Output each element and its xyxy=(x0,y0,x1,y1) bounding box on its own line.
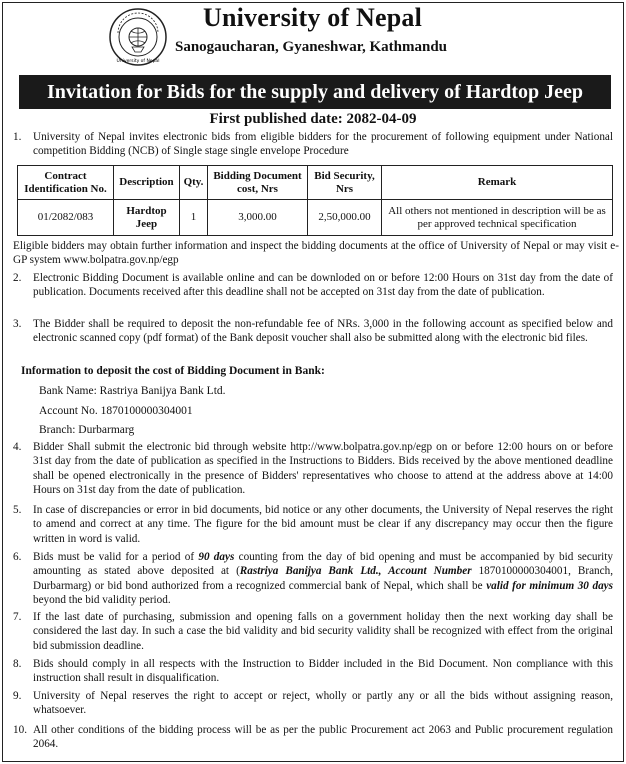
item-text: University of Nepal invites electronic bids from eligible bidders for the procurement of following equipment under National competition Bidding (NCB) of Single stage single envelope Procedure xyxy=(33,131,613,158)
item-number: 7. xyxy=(13,611,22,623)
item-text: The Bidder shall be required to deposit the non-refundable fee of NRs. 3,000 in the following account as specified below and electronic scanned copy (pdf format) of the Bank deposit voucher shall also be submitted along with the electronic bid files. xyxy=(33,318,613,345)
item-text: If the last date of purchasing, submission and opening falls on a government holiday then the next working day shall be considered the last day. In such a case the bid validity and bid security validity shall be recognized with effect from the original bid submission deadline. xyxy=(33,611,613,652)
item-text: All other conditions of the bidding process will be as per the public Procurement act 2063 and Public procurement regulation 2064. xyxy=(33,724,613,751)
list-item xyxy=(13,271,613,300)
seal-text: University of Nepal xyxy=(116,59,160,64)
bank-info-heading: Information to deposit the cost of Bidding Document in Bank: xyxy=(21,365,325,377)
university-seal-icon xyxy=(108,7,168,67)
item-number: 4. xyxy=(13,441,22,453)
item-number: 9. xyxy=(13,690,22,702)
text-run: counting from the day of bid opening and must be accompanied by bid security amounting as stated above deposited at ( xyxy=(33,551,613,578)
table-row xyxy=(18,200,613,236)
list-item xyxy=(13,503,613,546)
bid-table xyxy=(17,165,613,236)
item-text: Bids should comply in all respects with the Instruction to Bidder included in the Bid Document. Non compliance with this instruction shall result in disqualification. xyxy=(33,658,613,685)
item-number: 3. xyxy=(13,318,22,330)
column-header: Qty. xyxy=(180,166,208,200)
text-run-emphasis: valid for minimum 30 days xyxy=(486,579,613,592)
text-run-emphasis: Rastriya Banijya Bank Ltd., Account Number xyxy=(239,565,472,578)
table-cell: All others not mentioned in description will be as per approved technical specification xyxy=(382,200,613,236)
published-date: First published date: 2082-04-09 xyxy=(209,111,417,127)
item-text: In case of discrepancies or error in bid documents, bid notice or any other documents, the University of Nepal reserves the right to amend and correct at any time. The figure for the bid amount must be clear if any discrepancy may occur then the figure written in word is valid. xyxy=(33,504,613,545)
table-cell: 1 xyxy=(180,200,208,236)
text-run-emphasis: 90 days xyxy=(198,551,235,563)
column-header: Bidding Document cost, Nrs xyxy=(208,166,308,200)
item-text xyxy=(33,550,613,607)
table-cell: 01/2082/083 xyxy=(18,200,114,236)
item-number: 6. xyxy=(13,551,22,563)
bank-account: Account No. 1870100000304001 xyxy=(39,405,193,417)
item-number: 5. xyxy=(13,504,22,516)
column-header: Contract Identification No. xyxy=(18,166,114,200)
item-text: Bidder Shall submit the electronic bid through website http://www.bolpatra.gov.np/egp on or before 12:00 hours on or before 31st day from the date of publication as specified in the Instructions to Bidders. Bids received by the above mentioned deadline shall be opened electronically in the presence of Bidders' representatives who choose to attend at the address above at 14:00 Hours on 31st day from the date of publication. xyxy=(33,441,613,496)
list-item xyxy=(13,130,613,159)
list-item xyxy=(13,317,613,346)
item-text: University of Nepal reserves the right to accept or reject, wholly or partly any or all the bids without assigning reason, whatsoever. xyxy=(33,690,613,717)
list-item xyxy=(13,657,613,686)
list-item xyxy=(13,610,613,653)
list-item xyxy=(13,723,613,752)
header xyxy=(3,3,623,71)
item-number: 8. xyxy=(13,658,22,670)
bank-branch: Branch: Durbarmarg xyxy=(39,424,135,436)
text-run: beyond the bid validity period. xyxy=(33,593,171,606)
column-header: Remark xyxy=(382,166,613,200)
table-header-row xyxy=(18,166,613,200)
list-item xyxy=(13,440,613,497)
eligible-paragraph: Eligible bidders may obtain further information and inspect the bidding documents at the office of University of Nepal or may visit e-GP system www.bolpatra.gov.np/egp xyxy=(13,240,619,267)
university-address: Sanogaucharan, Gyaneshwar, Kathmandu xyxy=(175,39,448,55)
notice-page xyxy=(2,2,624,762)
item-text: Electronic Bidding Document is available online and can be downloded on or before 12:00 Hours on 31st day from the date of publication. Documents received after this deadline shall not be accepted on 31st day from the date of publication. xyxy=(33,272,613,299)
table-cell: 3,000.00 xyxy=(208,200,308,236)
column-header: Bid Security, Nrs xyxy=(308,166,382,200)
item-number: 10. xyxy=(13,724,27,736)
text-run: 1870100000304001, Branch, Durbarmarg) or bid bond authorized from a recognized commercial bank of Nepal, which shall be xyxy=(33,565,613,592)
column-header: Description xyxy=(114,166,180,200)
table-cell: 2,50,000.00 xyxy=(308,200,382,236)
notice-banner: Invitation for Bids for the supply and delivery of Hardtop Jeep xyxy=(19,75,611,109)
bank-name: Bank Name: Rastriya Banijya Bank Ltd. xyxy=(39,385,226,397)
item-number: 2. xyxy=(13,272,22,284)
page-title: University of Nepal xyxy=(203,3,422,32)
text-run: Bids must be valid for a period of xyxy=(33,551,199,563)
list-item xyxy=(13,550,613,607)
list-item xyxy=(13,689,613,718)
item-number: 1. xyxy=(13,131,22,143)
table-cell: Hardtop Jeep xyxy=(114,200,180,236)
